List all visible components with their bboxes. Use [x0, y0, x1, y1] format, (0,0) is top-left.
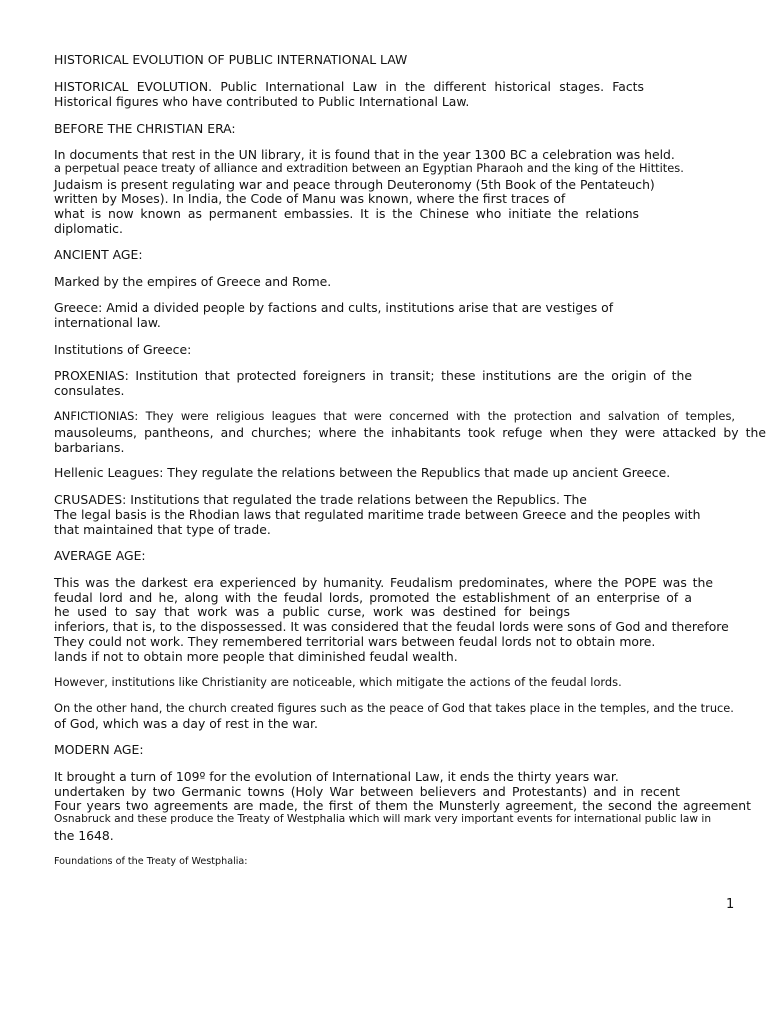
paragraph-line: Greece: Amid a divided people by factions and cults, institutions arise that are vestiges of [54, 300, 614, 315]
paragraph-line: inferiors, that is, to the dispossessed. It was considered that the feudal lords were sons of God and therefore [54, 619, 729, 634]
paragraph-line: what is now known as permanent embassies. It is the Chinese who initiate the relations [54, 206, 639, 221]
paragraph-line: HISTORICAL EVOLUTION. Public International Law in the different historical stages. Facts [54, 79, 644, 94]
paragraph-line: PROXENIAS: Institution that protected foreigners in transit; these institutions are the origin of the [54, 368, 692, 383]
section-heading: Foundations of the Treaty of Westphalia: [54, 856, 248, 867]
section-heading: ANCIENT AGE: [54, 247, 143, 262]
paragraph-line: However, institutions like Christianity are noticeable, which mitigate the actions of the feudal lords. [54, 675, 622, 689]
paragraph-line: lands if not to obtain more people that diminished feudal wealth. [54, 649, 458, 664]
paragraph-line: Four years two agreements are made, the first of them the Munsterly agreement, the second the agreement [54, 798, 751, 813]
paragraph-line: In documents that rest in the UN library, it is found that in the year 1300 BC a celebration was held. [54, 147, 675, 162]
paragraph-line: written by Moses). In India, the Code of Manu was known, where the first traces of [54, 191, 566, 206]
section-heading: Institutions of Greece: [54, 342, 192, 357]
paragraph-line: CRUSADES: Institutions that regulated the trade relations between the Republics. The [54, 492, 587, 507]
paragraph-line: consulates. [54, 383, 125, 398]
paragraph-line: ANFICTIONIAS: They were religious leagues that were concerned with the protection and salvation of temples, [54, 409, 735, 423]
document-title: HISTORICAL EVOLUTION OF PUBLIC INTERNATIONAL LAW [54, 52, 408, 67]
paragraph-line: Osnabruck and these produce the Treaty of Westphalia which will mark very important events for international public law in [54, 813, 712, 825]
paragraph-line: It brought a turn of 109º for the evolution of International Law, it ends the thirty years war. [54, 769, 619, 784]
paragraph-line: international law. [54, 315, 161, 330]
paragraph-line: of God, which was a day of rest in the war. [54, 716, 318, 731]
paragraph-line: This was the darkest era experienced by humanity. Feudalism predominates, where the POPE was the [54, 575, 713, 590]
paragraph-line: undertaken by two Germanic towns (Holy War between believers and Protestants) and in recent [54, 784, 680, 799]
paragraph-line: a perpetual peace treaty of alliance and extradition between an Egyptian Pharaoh and the king of the Hittites. [54, 161, 684, 175]
paragraph-line: On the other hand, the church created figures such as the peace of God that takes place in the temples, and the truce. [54, 701, 734, 715]
paragraph-line: diplomatic. [54, 221, 123, 236]
paragraph-line: Historical figures who have contributed to Public International Law. [54, 94, 470, 109]
paragraph-line: the 1648. [54, 828, 114, 843]
section-heading: AVERAGE AGE: [54, 548, 146, 563]
paragraph-line: Hellenic Leagues: They regulate the relations between the Republics that made up ancient Greece. [54, 465, 671, 480]
paragraph-line: mausoleums, pantheons, and churches; where the inhabitants took refuge when they were attacked by the [54, 425, 766, 440]
paragraph-line: The legal basis is the Rhodian laws that regulated maritime trade between Greece and the peoples with [54, 507, 701, 522]
paragraph-line: Marked by the empires of Greece and Rome. [54, 274, 332, 289]
paragraph-line: feudal lord and he, along with the feudal lords, promoted the establishment of an enterprise of a [54, 590, 692, 605]
paragraph-line: he used to say that work was a public curse, work was destined for beings [54, 604, 570, 619]
section-heading: MODERN AGE: [54, 742, 144, 757]
page-number: 1 [726, 897, 735, 912]
paragraph-line: Judaism is present regulating war and peace through Deuteronomy (5th Book of the Pentateuch) [54, 177, 655, 192]
paragraph-line: barbarians. [54, 440, 125, 455]
paragraph-line: They could not work. They remembered territorial wars between feudal lords not to obtain more. [54, 634, 656, 649]
section-heading: BEFORE THE CHRISTIAN ERA: [54, 121, 236, 136]
paragraph-line: that maintained that type of trade. [54, 522, 271, 537]
